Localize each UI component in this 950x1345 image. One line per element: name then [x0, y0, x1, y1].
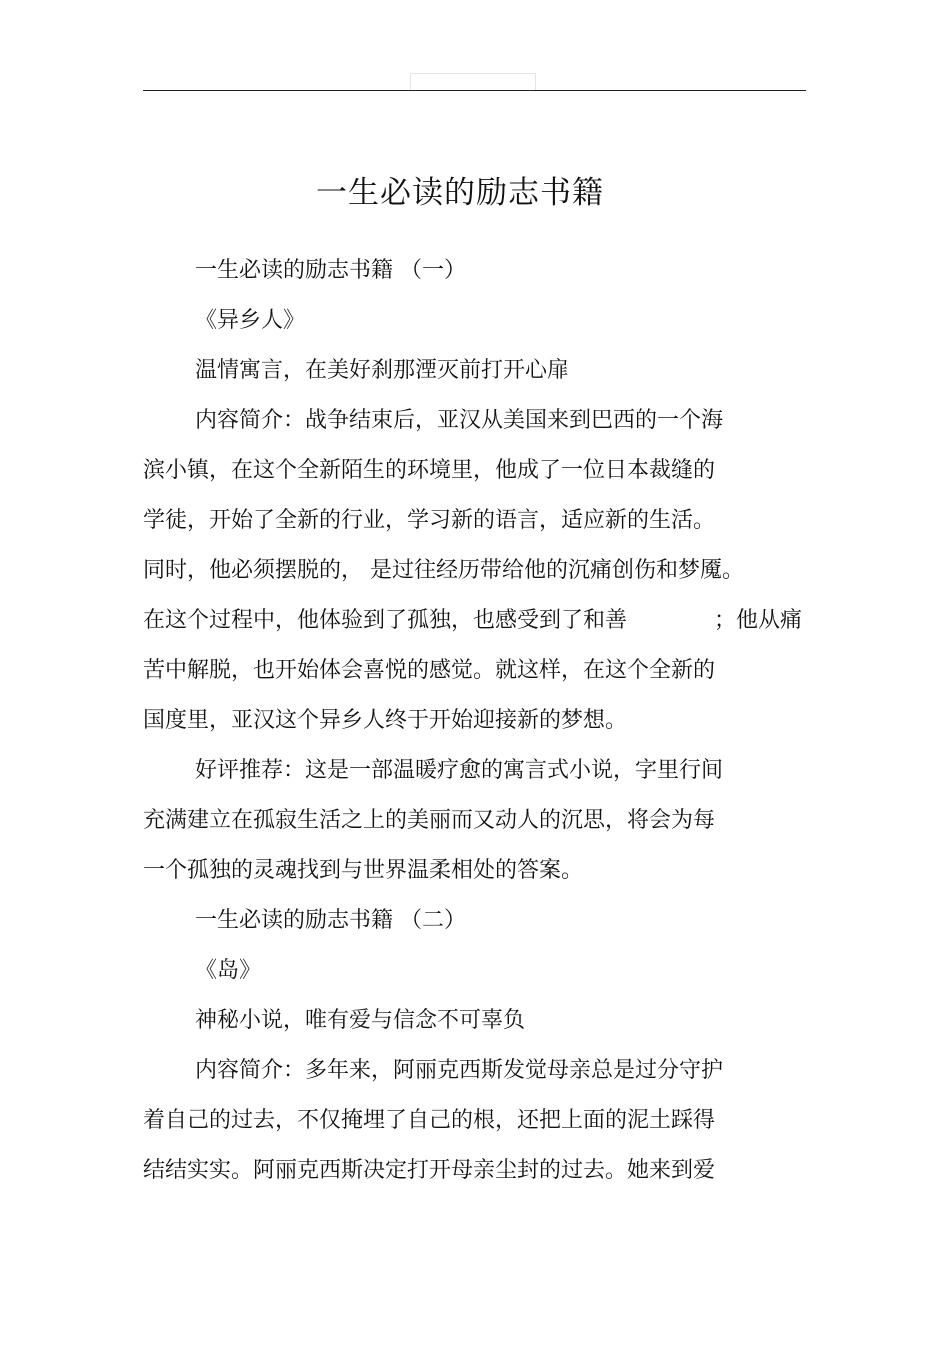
book-tagline-2: 神秘小说，唯有爱与信念不可辜负 — [195, 1008, 526, 1033]
document-title: 一生必读的励志书籍 — [316, 175, 604, 211]
section-heading-2: 一生必读的励志书籍 （二） — [195, 908, 466, 933]
paragraph-line: 内容简介：多年来，阿丽克西斯发觉母亲总是过分守护 — [195, 1058, 724, 1083]
paragraph-line: 一个孤独的灵魂找到与世界温柔相处的答案。 — [143, 858, 584, 883]
paragraph-line-fragment: ；他从痛 — [714, 608, 803, 633]
header-tab-mark — [410, 73, 536, 90]
paragraph-line: 同时，他必须摆脱的， 是过往经历带给他的沉痛创伤和梦魇。 — [143, 558, 744, 583]
paragraph-line: 滨小镇，在这个全新陌生的环境里，他成了一位日本裁缝的 — [143, 458, 716, 483]
paragraph-line: 充满建立在孤寂生活之上的美丽而又动人的沉思，将会为每 — [143, 808, 716, 833]
paragraph-line: 国度里，亚汉这个异乡人终于开始迎接新的梦想。 — [143, 708, 628, 733]
book-title-1: 《异乡人》 — [195, 308, 306, 333]
paragraph-line: 着自己的过去，不仅掩埋了自己的根，还把上面的泥土踩得 — [143, 1108, 716, 1133]
paragraph-line: 结结实实。阿丽克西斯决定打开母亲尘封的过去。她来到爱 — [143, 1158, 716, 1183]
paragraph-line: 学徒，开始了全新的行业，学习新的语言，适应新的生活。 — [143, 508, 716, 533]
paragraph-line: 好评推荐：这是一部温暖疗愈的寓言式小说，字里行间 — [195, 758, 724, 783]
header-rule — [143, 90, 806, 91]
book-tagline-1: 温情寓言，在美好刹那湮灭前打开心扉 — [195, 358, 570, 383]
paragraph-line: 内容简介：战争结束后，亚汉从美国来到巴西的一个海 — [195, 408, 724, 433]
section-heading-1: 一生必读的励志书籍 （一） — [195, 258, 466, 283]
paragraph-line: 苦中解脱，也开始体会喜悦的感觉。就这样，在这个全新的 — [143, 658, 716, 683]
paragraph-line: 在这个过程中，他体验到了孤独，也感受到了和善 — [143, 608, 628, 633]
book-title-2: 《岛》 — [195, 958, 262, 983]
